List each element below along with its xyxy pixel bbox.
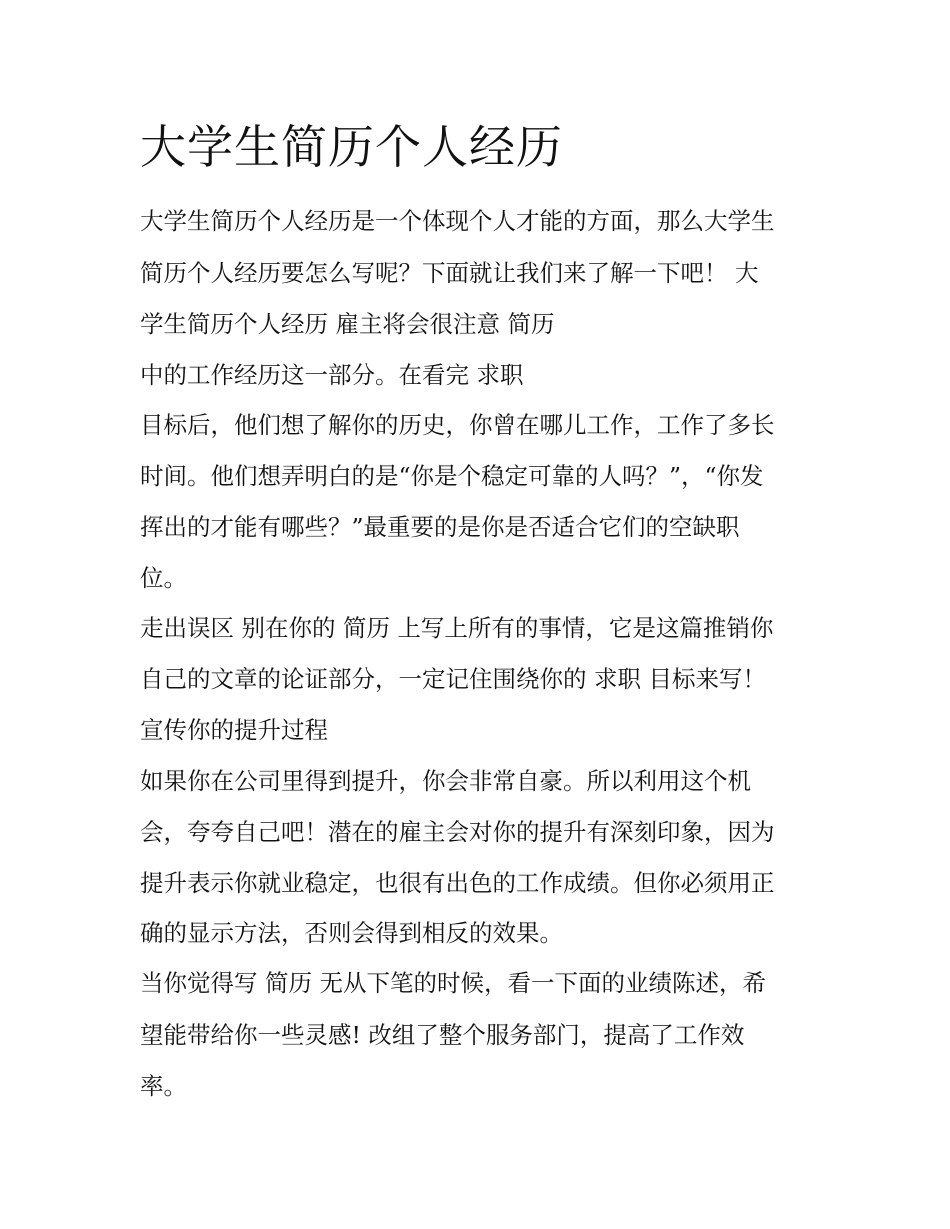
body-line-13: 会，夸夸自己吧！潜在的雇主会对你的提升有深刻印象，因为 — [140, 818, 775, 846]
body-line-12: 如果你在公司里得到提升，你会非常自豪。所以利用这个机 — [140, 767, 751, 795]
body-line-1: 大学生简历个人经历是一个体现个人才能的方面，那么大学生 — [140, 207, 775, 235]
body-line-15: 确的显示方法，否则会得到相反的效果。 — [140, 919, 563, 947]
body-line-10: 自己的文章的论证部分，一定记住围绕你的 求职 目标来写！ — [140, 665, 766, 693]
body-line-16: 当你觉得写 简历 无从下笔的时候，看一下面的业绩陈述，希 — [140, 969, 766, 997]
body-line-14: 提升表示你就业稳定，也很有出色的工作成绩。但你必须用正 — [140, 869, 775, 897]
body-line-9: 走出误区 别在你的 简历 上写上所有的事情，它是这篇推销你 — [140, 614, 774, 642]
body-line-11: 宣传你的提升过程 — [140, 716, 328, 744]
body-line-6: 时间。他们想弄明白的是“你是个稳定可靠的人吗？”，“你发 — [140, 462, 764, 490]
body-line-3: 学生简历个人经历 雇主将会很注意 简历 — [140, 310, 555, 338]
body-line-17: 望能带给你一些灵感! 改组了整个服务部门，提高了工作效 — [140, 1021, 745, 1049]
document-title: 大学生简历个人经历 — [140, 120, 563, 174]
body-line-7: 挥出的才能有哪些？”最重要的是你是否适合它们的空缺职 — [140, 513, 740, 541]
body-line-8: 位。 — [140, 564, 187, 592]
body-line-4: 中的工作经历这一部分。在看完 求职 — [140, 361, 524, 389]
body-line-2: 简历个人经历要怎么写呢？下面就让我们来了解一下吧！ 大 — [140, 259, 759, 287]
body-line-18: 率。 — [140, 1072, 187, 1100]
body-line-5: 目标后，他们想了解你的历史，你曾在哪儿工作，工作了多长 — [140, 411, 775, 439]
